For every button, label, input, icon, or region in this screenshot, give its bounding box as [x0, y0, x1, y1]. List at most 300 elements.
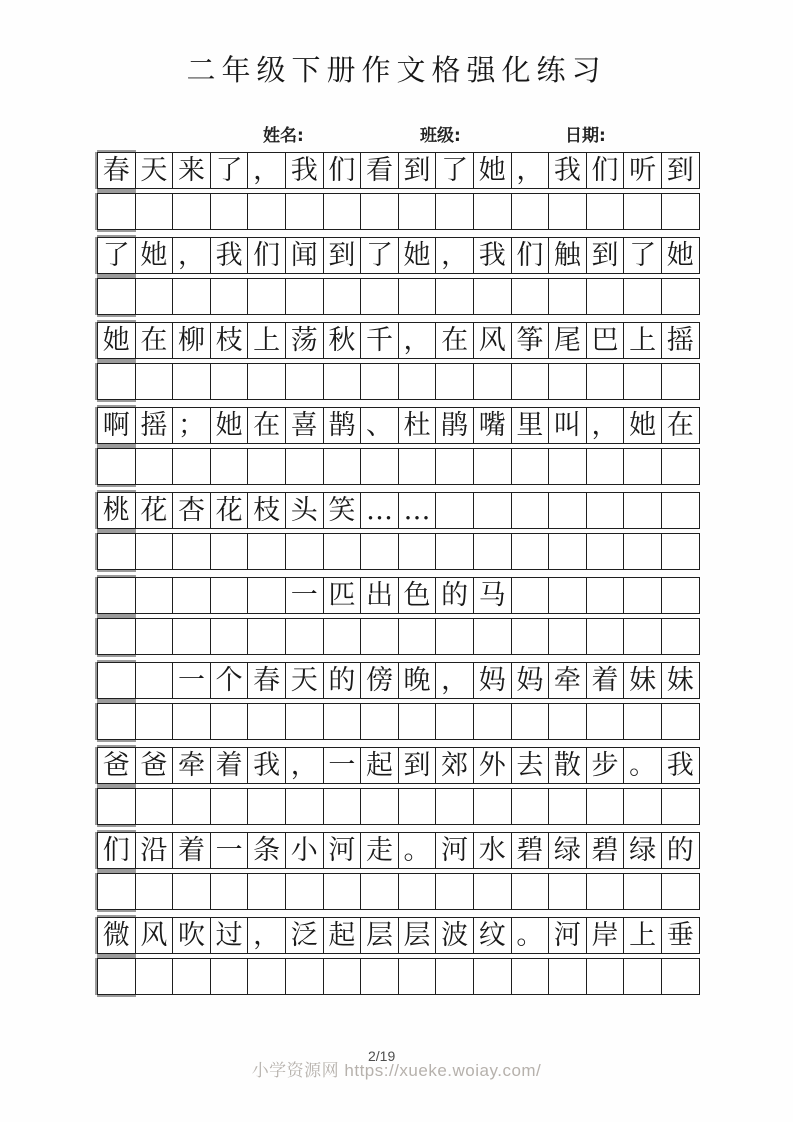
grid-cell: 一 — [324, 747, 362, 784]
grid-cell — [624, 703, 662, 740]
grid-cell — [173, 618, 211, 655]
grid-cell — [136, 278, 174, 315]
grid-cell — [587, 193, 625, 230]
grid-cell — [662, 577, 700, 614]
grid-cell: 妹 — [662, 662, 700, 699]
grid-cell: 小 — [286, 832, 324, 869]
grid-cell — [136, 533, 174, 570]
grid-cell — [587, 533, 625, 570]
grid-cell — [361, 363, 399, 400]
grid-cell — [136, 577, 174, 614]
grid-cell — [97, 193, 136, 230]
grid-cell: 她 — [97, 322, 136, 359]
grid-cell: 桃 — [97, 492, 136, 529]
grid-cell: 们 — [512, 237, 550, 274]
grid-cell: 我 — [662, 747, 700, 784]
grid-cell: 花 — [136, 492, 174, 529]
grid-cell: 荡 — [286, 322, 324, 359]
grid-cell: 。 — [399, 832, 437, 869]
grid-cell — [324, 278, 362, 315]
grid-cell: 的 — [436, 577, 474, 614]
grid-cell — [399, 873, 437, 910]
grid-cell: 过 — [211, 917, 249, 954]
grid-cell: 千 — [361, 322, 399, 359]
grid-cell: ， — [173, 237, 211, 274]
grid-cell — [324, 363, 362, 400]
grid-row-empty — [97, 193, 709, 230]
composition-grid — [97, 152, 709, 1002]
grid-cell — [361, 618, 399, 655]
grid-cell — [436, 703, 474, 740]
grid-cell: 她 — [624, 407, 662, 444]
grid-cell — [474, 193, 512, 230]
date-field-label: 日期: — [565, 126, 606, 146]
grid-cell: 筝 — [512, 322, 550, 359]
grid-cell: 杜 — [399, 407, 437, 444]
grid-cell — [549, 703, 587, 740]
grid-cell: ， — [399, 322, 437, 359]
grid-cell — [662, 492, 700, 529]
grid-cell — [211, 533, 249, 570]
grid-row — [97, 407, 709, 444]
grid-cell: 步 — [587, 747, 625, 784]
grid-cell: 层 — [361, 917, 399, 954]
grid-cell: 马 — [474, 577, 512, 614]
grid-cell — [662, 278, 700, 315]
grid-cell: 外 — [474, 747, 512, 784]
grid-cell — [512, 703, 550, 740]
grid-cell: 一 — [211, 832, 249, 869]
grid-cell — [399, 703, 437, 740]
grid-cell — [662, 533, 700, 570]
grid-cell: 她 — [662, 237, 700, 274]
grid-cell — [624, 577, 662, 614]
grid-row-empty — [97, 363, 709, 400]
grid-cell: 头 — [286, 492, 324, 529]
grid-cell — [173, 193, 211, 230]
grid-cell: … — [399, 492, 437, 529]
grid-cell — [662, 618, 700, 655]
grid-cell — [624, 958, 662, 995]
grid-row — [97, 832, 709, 869]
grid-cell: 天 — [136, 152, 174, 189]
grid-cell: 柳 — [173, 322, 211, 359]
grid-cell: 河 — [436, 832, 474, 869]
grid-cell — [324, 533, 362, 570]
grid-cell — [136, 193, 174, 230]
grid-cell — [248, 873, 286, 910]
grid-cell: 鹊 — [324, 407, 362, 444]
grid-cell — [173, 278, 211, 315]
grid-cell — [474, 873, 512, 910]
grid-cell — [399, 958, 437, 995]
grid-cell — [211, 577, 249, 614]
grid-cell — [436, 448, 474, 485]
grid-cell — [248, 577, 286, 614]
grid-cell — [248, 193, 286, 230]
grid-cell — [474, 788, 512, 825]
grid-cell — [474, 703, 512, 740]
grid-cell — [324, 958, 362, 995]
grid-cell: ， — [286, 747, 324, 784]
grid-cell — [512, 492, 550, 529]
grid-cell: 起 — [361, 747, 399, 784]
grid-cell — [662, 703, 700, 740]
grid-cell — [361, 788, 399, 825]
grid-cell — [211, 618, 249, 655]
grid-cell — [211, 788, 249, 825]
grid-cell — [436, 363, 474, 400]
grid-cell: 们 — [324, 152, 362, 189]
grid-cell — [136, 448, 174, 485]
grid-cell — [549, 193, 587, 230]
grid-cell: 嘴 — [474, 407, 512, 444]
grid-cell — [136, 958, 174, 995]
grid-cell: 、 — [361, 407, 399, 444]
grid-cell — [136, 662, 174, 699]
grid-cell — [399, 448, 437, 485]
grid-cell: 河 — [324, 832, 362, 869]
grid-cell — [286, 448, 324, 485]
grid-cell: 河 — [549, 917, 587, 954]
grid-cell — [436, 873, 474, 910]
grid-cell — [549, 577, 587, 614]
grid-cell — [587, 618, 625, 655]
class-field-label: 班级: — [420, 126, 461, 146]
grid-cell: 碧 — [587, 832, 625, 869]
grid-cell: 色 — [399, 577, 437, 614]
grid-cell — [136, 618, 174, 655]
grid-cell — [662, 363, 700, 400]
grid-cell — [97, 618, 136, 655]
grid-cell: ， — [436, 237, 474, 274]
grid-cell: 我 — [286, 152, 324, 189]
grid-cell — [474, 492, 512, 529]
grid-cell: 风 — [136, 917, 174, 954]
grid-cell: 她 — [399, 237, 437, 274]
grid-cell — [624, 363, 662, 400]
grid-cell — [624, 492, 662, 529]
grid-cell — [97, 873, 136, 910]
grid-cell — [211, 958, 249, 995]
grid-cell — [549, 492, 587, 529]
grid-cell: 。 — [624, 747, 662, 784]
grid-cell — [436, 533, 474, 570]
grid-cell: 纹 — [474, 917, 512, 954]
grid-cell — [624, 193, 662, 230]
grid-cell — [286, 533, 324, 570]
grid-cell — [97, 788, 136, 825]
grid-cell — [399, 788, 437, 825]
grid-cell: 叫 — [549, 407, 587, 444]
grid-cell: 她 — [136, 237, 174, 274]
grid-row — [97, 662, 709, 699]
grid-row-empty — [97, 703, 709, 740]
grid-cell — [512, 958, 550, 995]
grid-cell — [286, 703, 324, 740]
grid-cell — [512, 363, 550, 400]
grid-cell: 妹 — [624, 662, 662, 699]
grid-cell — [97, 533, 136, 570]
grid-cell: 杏 — [173, 492, 211, 529]
grid-cell: 到 — [587, 237, 625, 274]
grid-cell — [361, 448, 399, 485]
grid-cell — [286, 193, 324, 230]
grid-cell: 花 — [211, 492, 249, 529]
grid-cell: 层 — [399, 917, 437, 954]
grid-cell — [399, 618, 437, 655]
grid-row — [97, 492, 709, 529]
grid-cell — [361, 278, 399, 315]
grid-cell — [587, 492, 625, 529]
grid-cell — [286, 873, 324, 910]
grid-cell — [549, 278, 587, 315]
grid-cell — [624, 278, 662, 315]
grid-cell — [587, 278, 625, 315]
grid-cell: 散 — [549, 747, 587, 784]
grid-cell — [512, 618, 550, 655]
grid-cell — [286, 958, 324, 995]
grid-row-empty — [97, 278, 709, 315]
grid-cell: 摇 — [662, 322, 700, 359]
grid-cell — [248, 448, 286, 485]
grid-cell — [587, 703, 625, 740]
grid-cell — [549, 533, 587, 570]
grid-cell — [624, 618, 662, 655]
grid-cell — [324, 873, 362, 910]
grid-cell — [211, 193, 249, 230]
grid-cell: 爸 — [97, 747, 136, 784]
grid-cell: 了 — [361, 237, 399, 274]
grid-cell — [624, 873, 662, 910]
grid-cell — [173, 958, 211, 995]
grid-cell — [587, 577, 625, 614]
grid-cell: 摇 — [136, 407, 174, 444]
grid-cell: 垂 — [662, 917, 700, 954]
grid-cell: 一 — [173, 662, 211, 699]
page-number: 2/19 — [368, 1048, 396, 1064]
grid-cell — [286, 363, 324, 400]
grid-cell: 条 — [248, 832, 286, 869]
grid-cell: 里 — [512, 407, 550, 444]
grid-cell: 到 — [399, 747, 437, 784]
grid-cell — [549, 448, 587, 485]
grid-cell — [587, 873, 625, 910]
grid-cell — [361, 193, 399, 230]
grid-cell: 牵 — [173, 747, 211, 784]
grid-row — [97, 237, 709, 274]
grid-cell: 波 — [436, 917, 474, 954]
grid-cell: 妈 — [474, 662, 512, 699]
grid-cell: 了 — [211, 152, 249, 189]
grid-cell — [361, 873, 399, 910]
grid-cell: ， — [248, 152, 286, 189]
grid-cell: 了 — [436, 152, 474, 189]
grid-cell: 碧 — [512, 832, 550, 869]
grid-cell: 起 — [324, 917, 362, 954]
grid-cell — [624, 533, 662, 570]
grid-cell — [436, 788, 474, 825]
grid-row-empty — [97, 448, 709, 485]
grid-cell — [248, 278, 286, 315]
grid-cell — [173, 788, 211, 825]
grid-cell: ， — [512, 152, 550, 189]
grid-cell — [211, 363, 249, 400]
grid-cell: 巴 — [587, 322, 625, 359]
grid-cell: 郊 — [436, 747, 474, 784]
grid-cell — [587, 788, 625, 825]
grid-cell: 们 — [248, 237, 286, 274]
grid-cell — [286, 788, 324, 825]
grid-cell: 喜 — [286, 407, 324, 444]
grid-cell: 微 — [97, 917, 136, 954]
grid-cell: ， — [436, 662, 474, 699]
grid-cell — [662, 448, 700, 485]
grid-cell: 看 — [361, 152, 399, 189]
grid-cell: … — [361, 492, 399, 529]
site-watermark: 小学资源网 https://xueke.woiay.com/ — [251, 1061, 542, 1080]
grid-cell — [324, 193, 362, 230]
grid-cell — [97, 662, 136, 699]
grid-cell — [512, 577, 550, 614]
grid-cell: ； — [173, 407, 211, 444]
grid-cell — [97, 577, 136, 614]
grid-cell: 春 — [248, 662, 286, 699]
grid-cell — [173, 577, 211, 614]
grid-cell — [662, 873, 700, 910]
grid-cell — [474, 958, 512, 995]
grid-cell — [324, 618, 362, 655]
grid-cell: 绿 — [624, 832, 662, 869]
grid-cell: 去 — [512, 747, 550, 784]
grid-cell: 到 — [662, 152, 700, 189]
grid-row — [97, 577, 709, 614]
grid-cell — [248, 788, 286, 825]
grid-cell: 我 — [248, 747, 286, 784]
grid-cell — [549, 788, 587, 825]
page-title: 二年级下册作文格强化练习 — [186, 53, 607, 87]
grid-cell: 天 — [286, 662, 324, 699]
grid-cell — [587, 448, 625, 485]
grid-cell — [361, 703, 399, 740]
grid-cell: 枝 — [211, 322, 249, 359]
grid-cell: 着 — [211, 747, 249, 784]
grid-cell — [474, 363, 512, 400]
grid-cell: 了 — [97, 237, 136, 274]
grid-cell — [549, 363, 587, 400]
grid-cell — [97, 363, 136, 400]
grid-cell: 她 — [211, 407, 249, 444]
grid-cell: 春 — [97, 152, 136, 189]
grid-cell — [211, 278, 249, 315]
grid-cell: 她 — [474, 152, 512, 189]
grid-cell: 枝 — [248, 492, 286, 529]
grid-cell — [549, 958, 587, 995]
grid-cell — [624, 788, 662, 825]
grid-cell: 到 — [324, 237, 362, 274]
grid-row — [97, 152, 709, 189]
grid-cell — [361, 533, 399, 570]
grid-cell: 在 — [436, 322, 474, 359]
grid-cell: 岸 — [587, 917, 625, 954]
grid-cell — [324, 788, 362, 825]
grid-cell: 妈 — [512, 662, 550, 699]
grid-cell — [662, 958, 700, 995]
grid-cell — [399, 363, 437, 400]
grid-cell: 个 — [211, 662, 249, 699]
grid-cell — [173, 703, 211, 740]
grid-cell: 傍 — [361, 662, 399, 699]
grid-cell: 在 — [136, 322, 174, 359]
grid-cell — [399, 193, 437, 230]
grid-cell — [512, 533, 550, 570]
grid-cell — [587, 363, 625, 400]
grid-cell — [662, 788, 700, 825]
grid-cell — [286, 618, 324, 655]
grid-cell: 上 — [624, 917, 662, 954]
grid-cell: 鹃 — [436, 407, 474, 444]
grid-cell — [97, 278, 136, 315]
grid-cell — [436, 618, 474, 655]
grid-cell: 的 — [662, 832, 700, 869]
grid-cell: 沿 — [136, 832, 174, 869]
grid-cell — [474, 278, 512, 315]
grid-cell — [399, 533, 437, 570]
grid-cell: 走 — [361, 832, 399, 869]
grid-cell: 泛 — [286, 917, 324, 954]
grid-cell — [399, 278, 437, 315]
grid-cell: 我 — [474, 237, 512, 274]
grid-cell — [136, 873, 174, 910]
grid-cell: 了 — [624, 237, 662, 274]
grid-cell — [549, 873, 587, 910]
grid-cell — [286, 278, 324, 315]
grid-cell — [662, 193, 700, 230]
grid-cell — [136, 703, 174, 740]
name-field-label: 姓名: — [263, 126, 304, 146]
grid-cell: 们 — [587, 152, 625, 189]
grid-cell — [173, 448, 211, 485]
grid-cell — [248, 533, 286, 570]
grid-cell — [474, 618, 512, 655]
grid-cell — [97, 703, 136, 740]
grid-cell: 来 — [173, 152, 211, 189]
grid-cell: 啊 — [97, 407, 136, 444]
grid-cell — [97, 448, 136, 485]
grid-cell: 到 — [399, 152, 437, 189]
grid-cell: 我 — [549, 152, 587, 189]
grid-row — [97, 747, 709, 784]
grid-cell — [436, 278, 474, 315]
grid-cell: 笑 — [324, 492, 362, 529]
grid-row-empty — [97, 873, 709, 910]
grid-cell — [248, 703, 286, 740]
grid-cell — [324, 703, 362, 740]
grid-cell: 听 — [624, 152, 662, 189]
grid-cell — [436, 958, 474, 995]
grid-cell — [173, 533, 211, 570]
grid-row — [97, 322, 709, 359]
grid-cell: 风 — [474, 322, 512, 359]
grid-cell — [248, 363, 286, 400]
grid-cell — [436, 193, 474, 230]
grid-cell: 上 — [248, 322, 286, 359]
grid-cell — [211, 703, 249, 740]
grid-cell: 闻 — [286, 237, 324, 274]
grid-row-empty — [97, 958, 709, 995]
grid-cell: ， — [248, 917, 286, 954]
grid-cell: 。 — [512, 917, 550, 954]
